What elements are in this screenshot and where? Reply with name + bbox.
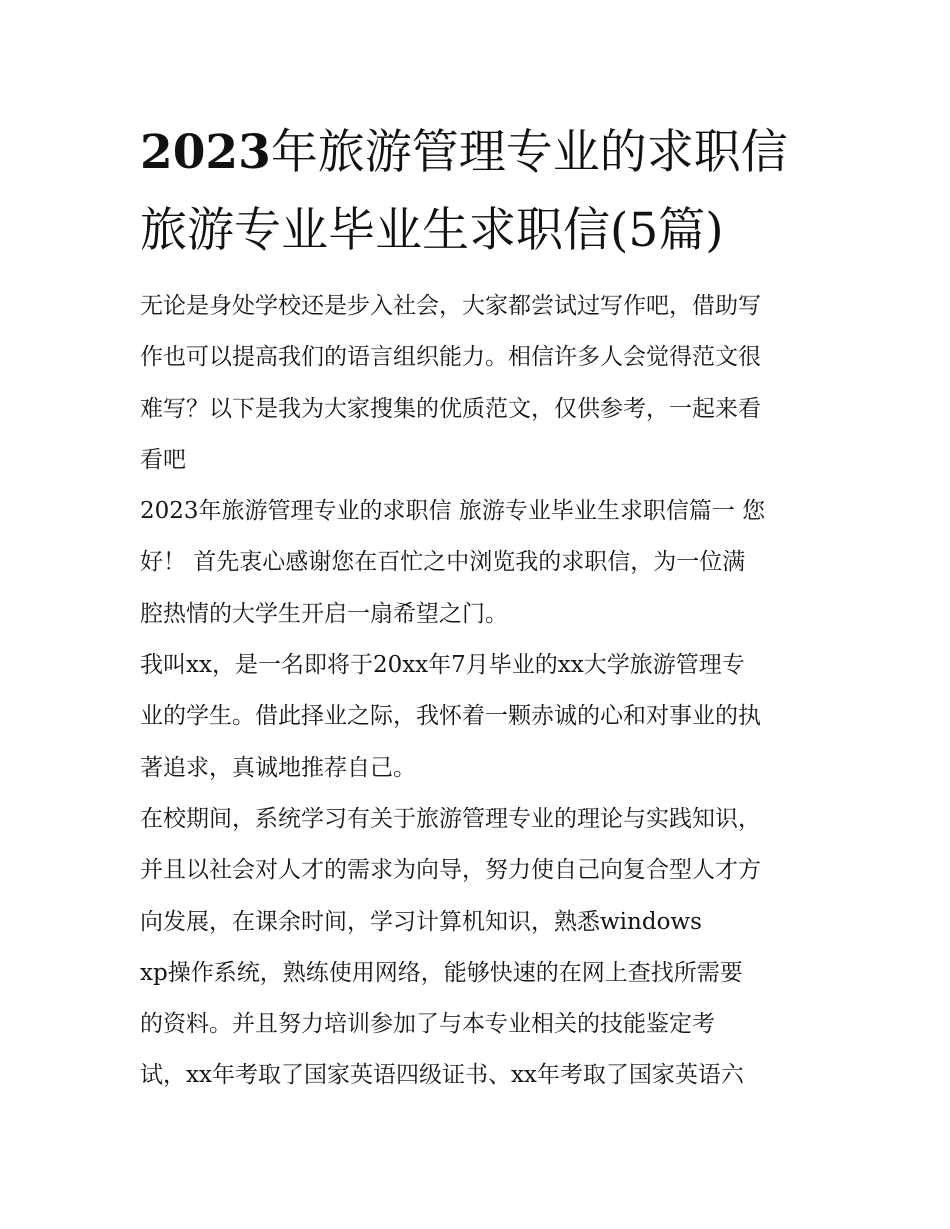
body-line: 无论是身处学校还是步入社会，大家都尝试过写作吧，借助写 [140,293,761,319]
title-line-2 [140,192,820,270]
document-title [140,114,820,270]
body-line: 作也可以提高我们的语言组织能力。相信许多人会觉得范文很 [140,344,761,371]
body-line: 好！ 首先衷心感谢您在百忙之中浏览我的求职信，为一位满 [140,549,746,576]
body-line: 试，xx年考取了国家英语四级证书、xx年考取了国家英语六 [140,1062,744,1089]
title-line-2-text: 旅游专业毕业生求职信(5篇) [140,203,724,258]
body-line: 看吧 [140,446,186,473]
body-line: 的资料。并且努力培训参加了与本专业相关的技能鉴定考 [140,1011,715,1038]
body-line: 2023年旅游管理专业的求职信 旅游专业毕业生求职信篇一 您 [140,498,766,525]
body-line: 腔热情的大学生开启一扇希望之门。 [140,600,508,627]
body-line: 我叫xx，是一名即将于20xx年7月毕业的xx大学旅游管理专 [140,652,745,679]
body-line: 业的学生。借此择业之际，我怀着一颗赤诚的心和对事业的执 [140,703,761,730]
body-line: 著追求，真诚地推荐自己。 [140,754,416,781]
title-line-1-text: 年旅游管理专业的求职信 [270,125,788,180]
title-line-1 [140,114,820,192]
body-line: 在校期间，系统学习有关于旅游管理专业的理论与实践知识， [140,805,761,832]
body-line: 并且以社会对人才的需求为向导，努力使自己向复合型人才方 [140,857,761,884]
title-year: 2023 [140,125,271,180]
body-line: xp操作系统，熟练使用网络，能够快速的在网上查找所需要 [140,959,743,986]
body-line: 难写？以下是我为大家搜集的优质范文，仅供参考，一起来看 [140,395,761,422]
body-line: 向发展，在课余时间，学习计算机知识，熟悉windows [140,908,702,935]
document-body [140,281,820,1102]
